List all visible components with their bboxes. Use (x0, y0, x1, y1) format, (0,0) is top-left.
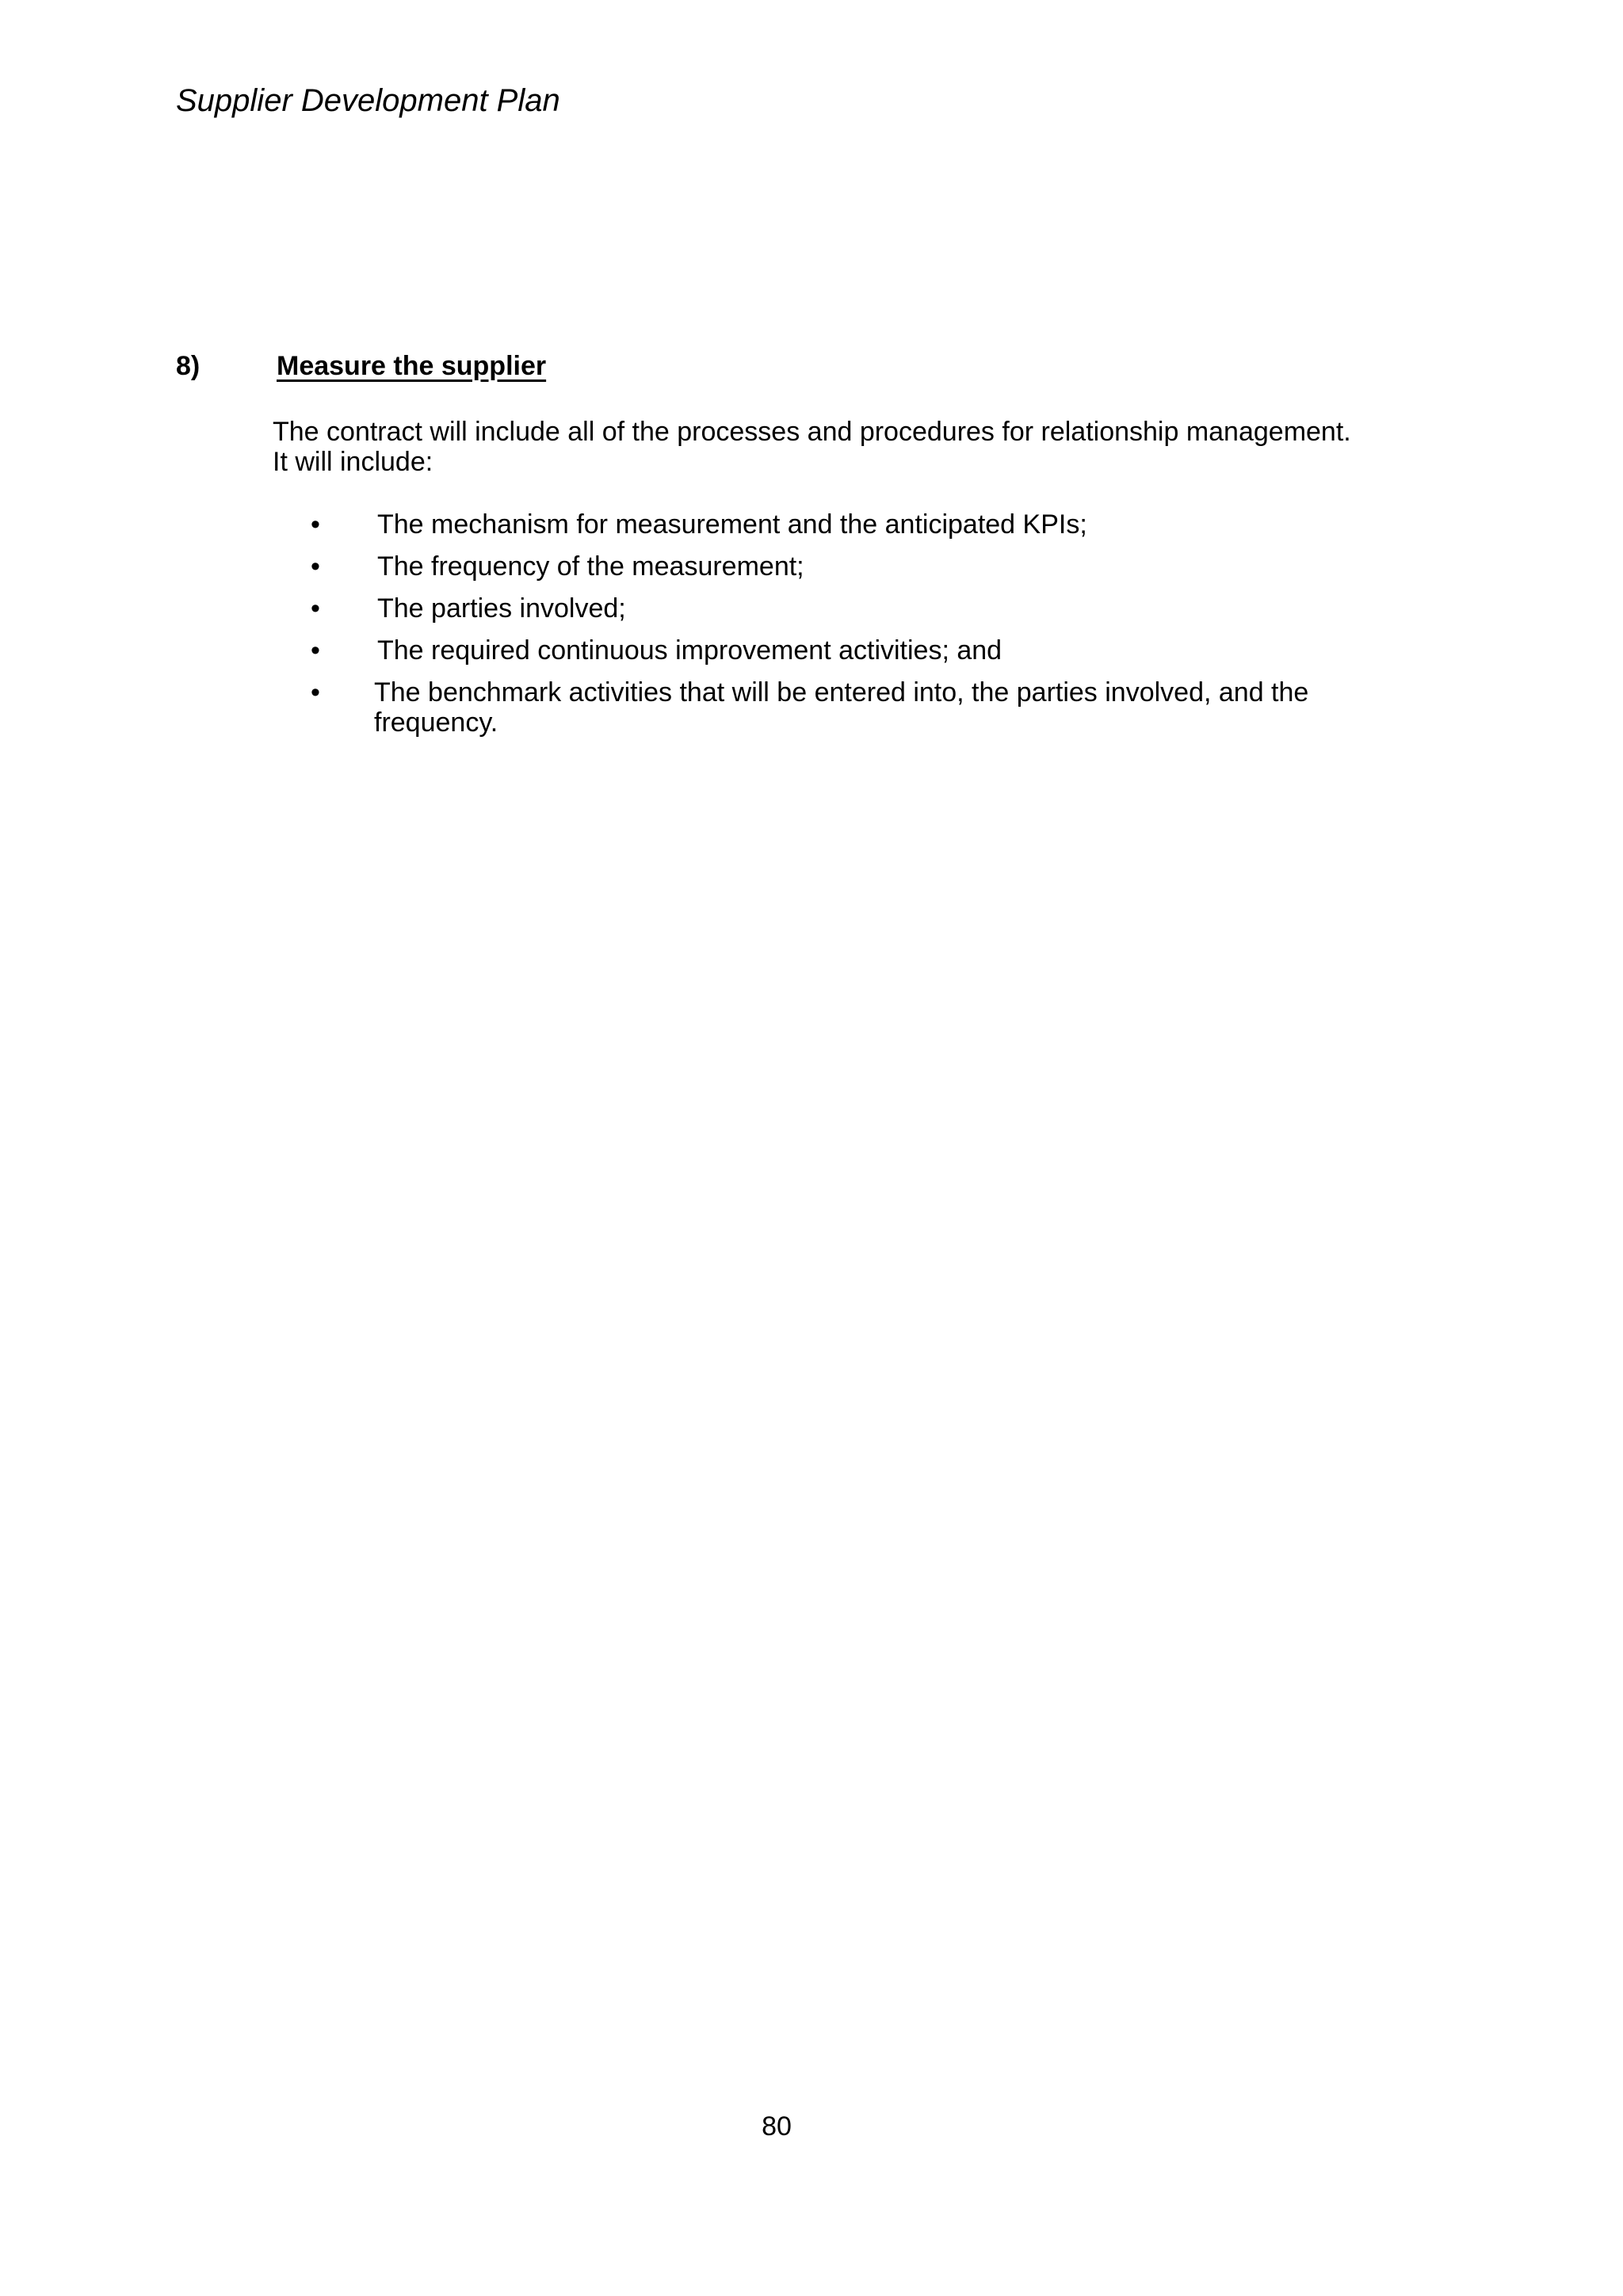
list-item-text: The required continuous improvement activities; and (377, 635, 1002, 666)
bullet-icon: • (311, 551, 320, 582)
intro-line: The contract will include all of the processes and procedures for relationship management. (273, 417, 1351, 447)
list-item (273, 593, 1430, 624)
list-item (273, 635, 1430, 666)
bullet-icon: • (311, 635, 320, 666)
list-item (273, 551, 1430, 582)
intro-paragraph (273, 417, 1430, 477)
list-item-text: The parties involved; (377, 593, 626, 624)
list-item (273, 677, 1430, 738)
list-item-text: The benchmark activities that will be entered into, the parties involved, and the frequency. (374, 677, 1309, 738)
running-header: Supplier Development Plan (176, 83, 560, 118)
list-item-text: The frequency of the measurement; (377, 551, 804, 582)
intro-line: It will include: (273, 447, 433, 477)
bullet-icon: • (311, 593, 320, 624)
list-item-text: The mechanism for measurement and the anticipated KPIs; (377, 509, 1087, 540)
page-number: 80 (762, 2111, 792, 2142)
list-item (273, 509, 1430, 540)
bullet-icon: • (311, 509, 320, 540)
bullet-list (273, 509, 1430, 749)
section-number: 8) (176, 351, 200, 381)
bullet-icon: • (311, 677, 320, 707)
section-title: Measure the supplier (277, 351, 547, 381)
